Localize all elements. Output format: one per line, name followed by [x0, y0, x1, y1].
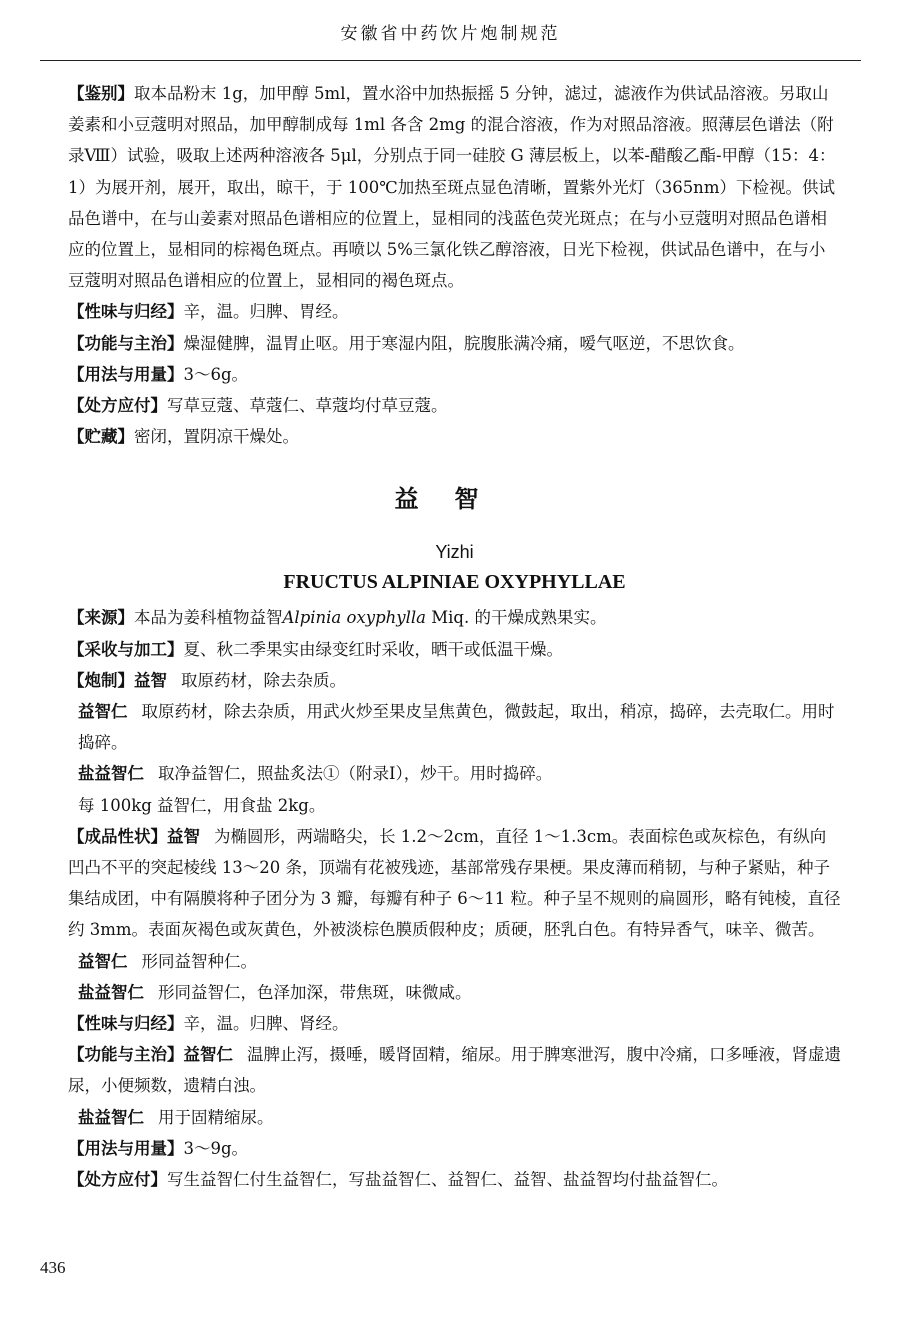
section-label: 【处方应付】 — [68, 1170, 167, 1190]
function-paragraph — [68, 1039, 841, 1101]
traits-paragraph — [68, 977, 841, 1008]
section-label: 【用法与用量】 — [68, 1138, 184, 1158]
section-label: 【性味与归经】 — [68, 1014, 184, 1034]
running-head: 安徽省中药饮片炮制规范 — [40, 18, 861, 61]
storage-paragraph — [68, 421, 841, 452]
section-label: 【贮藏】 — [68, 427, 134, 447]
body-text — [68, 78, 841, 1195]
subsection-label: 盐益智仁 — [78, 982, 144, 1002]
subsection-label: 益智 — [134, 670, 167, 690]
section-label: 【炮制】 — [68, 670, 134, 690]
section-text: 辛，温。归脾、肾经。 — [183, 1014, 349, 1034]
function-paragraph — [68, 1102, 841, 1133]
section-label: 【鉴别】 — [68, 84, 134, 103]
section-label: 【处方应付】 — [68, 396, 167, 416]
section-text: 写生益智仁付生益智仁，写盐益智仁、益智仁、益智、盐益智均付盐益智仁。 — [167, 1170, 728, 1190]
dosage-paragraph — [68, 1133, 841, 1164]
section-label: 【来源】 — [68, 608, 134, 628]
section-label: 【用法与用量】 — [68, 364, 184, 384]
harvest-paragraph — [68, 634, 841, 665]
section-label: 【功能与主治】 — [68, 1045, 184, 1065]
traits-paragraph — [68, 946, 841, 977]
section-text: 取净益智仁，照盐炙法①（附录Ⅰ），炒干。用时捣碎。 — [158, 764, 553, 784]
section-text: 燥湿健脾，温胃止呕。用于寒湿内阻，脘腹胀满冷痛，嗳气呕逆，不思饮食。 — [183, 333, 745, 353]
processing-paragraph — [68, 696, 841, 758]
section-text: 3～6g。 — [183, 364, 249, 384]
traits-paragraph — [68, 821, 841, 946]
section-text: 形同益智仁，色泽加深，带焦斑，味微咸。 — [158, 982, 472, 1002]
section-text: 每 100kg 益智仁，用食盐 2kg。 — [78, 795, 326, 815]
species-name: Alpinia oxyphylla — [282, 608, 426, 628]
section-text: 辛，温。归脾、胃经。 — [183, 302, 349, 322]
identification-paragraph — [68, 78, 841, 296]
section-text: 夏、秋二季果实由绿变红时采收，晒干或低温干燥。 — [183, 639, 563, 659]
section-text: 密闭，置阴凉干燥处。 — [134, 427, 299, 447]
function-paragraph — [68, 328, 841, 359]
section-text: 取原药材，除去杂质，用武火炒至果皮呈焦黄色，微鼓起，取出，稍凉，捣碎，去壳取仁。用时捣碎。 — [78, 702, 835, 753]
prescription-paragraph — [68, 390, 841, 421]
section-text: 形同益智种仁。 — [141, 951, 257, 971]
section-text: 取本品粉末 1g，加甲醇 5ml，置水浴中加热振摇 5 分钟，滤过，滤液作为供试品溶液。另取山姜素和小豆蔻明对照品，加甲醇制成每 1ml 各含 2mg 的混合溶液，作为对照品溶液。照薄层色谱法（附录Ⅷ）试验，吸取上述两种溶液各 5μl，分别点于同一硅胶 G 薄层板上，以苯-醋酸乙酯-甲醇（15：4：1）为展开剂，展开，取出，晾干，于 100℃加热至斑点显色清晰，置紫外光灯（365nm）下检视。供试品色谱中，在与山姜素对照品色谱相应的位置上，显相同的浅蓝色荧光斑点；在与小豆蔻明对照品色谱相应的位置上，显相同的棕褐色斑点。再喷以 5%三氯化铁乙醇溶液，日光下检视，供试品色谱中，在与小豆蔻明对照品色谱相应的位置上，显相同的褐色斑点。 — [68, 84, 836, 291]
nature-paragraph — [68, 296, 841, 327]
section-text: 用于固精缩尿。 — [158, 1107, 274, 1127]
section-text: 本品为姜科植物益智 — [134, 608, 283, 628]
section-text: 3～9g。 — [183, 1138, 249, 1158]
dosage-paragraph — [68, 359, 841, 390]
section-label: 【性味与归经】 — [68, 302, 184, 322]
subsection-label: 益智仁 — [183, 1045, 233, 1065]
subsection-label: 盐益智仁 — [78, 1107, 144, 1127]
source-paragraph — [68, 602, 841, 633]
entry-pinyin: Yizhi — [435, 542, 474, 563]
section-text: 温脾止泻，摄唾，暖肾固精，缩尿。用于脾寒泄泻，腹中冷痛，口多唾液，肾虚遗尿，小便频数，遗精白浊。 — [68, 1045, 841, 1096]
page-number: 436 — [40, 1258, 66, 1277]
section-label: 【成品性状】 — [68, 826, 167, 846]
section-text: Miq. 的干燥成熟果实。 — [425, 608, 607, 628]
entry-latin-name: FRUCTUS ALPINIAE OXYPHYLLAE — [283, 571, 626, 594]
nature-paragraph — [68, 1008, 841, 1039]
prescription-paragraph — [68, 1164, 841, 1195]
processing-paragraph — [68, 790, 841, 821]
section-text: 取原药材，除去杂质。 — [181, 670, 346, 690]
section-label: 【功能与主治】 — [68, 333, 184, 353]
subsection-label: 盐益智仁 — [78, 764, 144, 784]
subsection-label: 益智仁 — [78, 702, 128, 722]
processing-paragraph — [68, 758, 841, 789]
entry-title: 益智 — [394, 485, 515, 514]
processing-paragraph — [68, 665, 841, 696]
section-text: 写草豆蔻、草蔻仁、草蔻均付草豆蔻。 — [167, 396, 448, 416]
section-text: 为椭圆形，两端略尖，长 1.2～2cm，直径 1～1.3cm。表面棕色或灰棕色，有纵向凹凸不平的突起棱线 13～20 条，顶端有花被残迹，基部常残存果梗。果皮薄而稍韧，与种子紧贴，种子集结成团，中有隔膜将种子团分为 3 瓣，每瓣有种子 6～11 粒。种子呈不规则的扁圆形，略有钝棱，直径约 3mm。表面灰褐色或灰黄色，外被淡棕色膜质假种皮；质硬，胚乳白色。有特异香气，味辛、微苦。 — [68, 826, 841, 940]
section-label: 【采收与加工】 — [68, 639, 184, 659]
subsection-label: 益智 — [167, 826, 200, 846]
subsection-label: 益智仁 — [78, 951, 128, 971]
